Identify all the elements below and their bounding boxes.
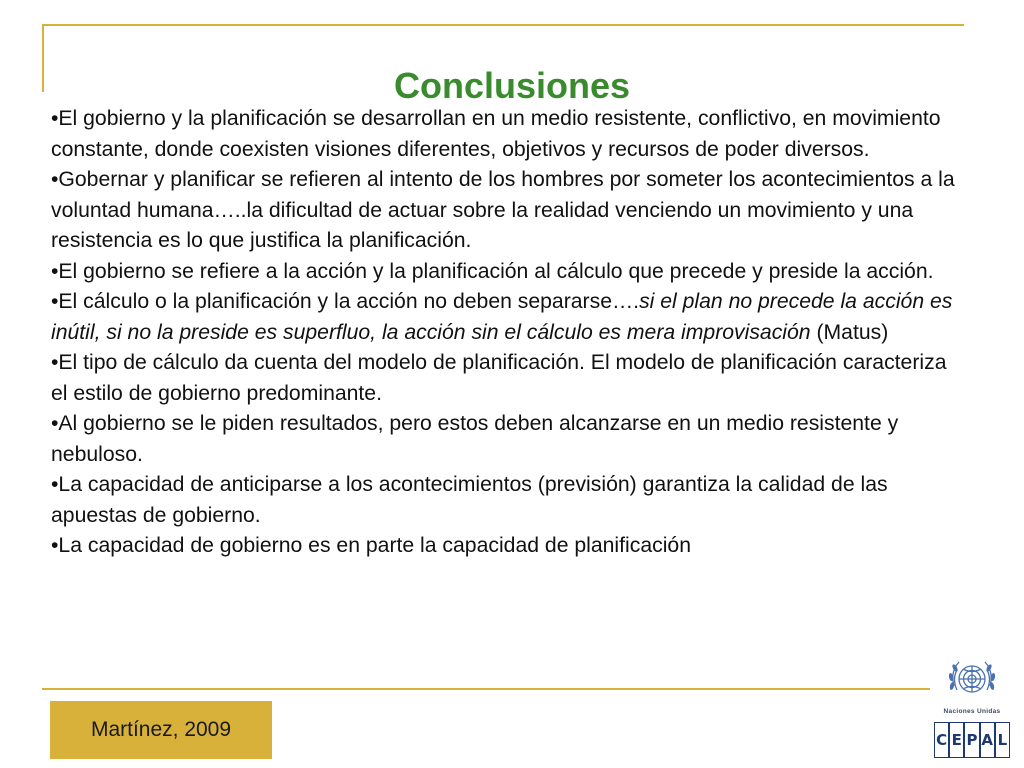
bullet-item-matus-quote	[51, 287, 956, 348]
bullet-item: • El tipo de cálculo da cuenta del modelo de planificación. El modelo de planificación caracteriza el estilo de gobierno predominante.	[51, 348, 956, 409]
cepal-letter: A	[980, 722, 995, 758]
cepal-letter: E	[949, 722, 964, 758]
bullet-text: El cálculo o la planificación y la acción no deben separarse….	[58, 290, 640, 313]
cepal-letter: C	[934, 722, 949, 758]
bullet-item: • Gobernar y planificar se refieren al intento de los hombres por someter los acontecimientos a la voluntad humana…..la dificultad de actuar sobre la realidad venciendo un movimiento y una resistencia es lo que justifica la planificación.	[51, 165, 956, 257]
citation-text: Martínez, 2009	[90, 718, 232, 741]
top-accent-line	[42, 24, 964, 26]
bullet-item: • El gobierno y la planificación se desarrollan en un medio resistente, conflictivo, en movimiento constante, donde coexisten visiones diferentes, objetivos y recursos de poder diversos.	[51, 104, 956, 165]
bullet-item: • La capacidad de anticiparse a los acontecimientos (previsión) garantiza la calidad de las apuestas de gobierno.	[51, 470, 956, 531]
bottom-accent-line	[42, 688, 930, 690]
conclusions-list	[51, 104, 956, 562]
quote-attribution: (Matus)	[810, 320, 889, 344]
slide-title: Conclusiones	[393, 65, 631, 107]
cepal-logo	[930, 650, 1014, 762]
cepal-wordmark	[934, 722, 1010, 758]
quoted-italic-text: si el plan no precede la acción es inútil, si no la preside es superfluo, la acción sin el cálculo es mera improvisación	[51, 290, 953, 344]
cepal-letter: L	[995, 722, 1010, 758]
citation-box	[50, 701, 272, 759]
un-emblem-icon	[930, 650, 1014, 708]
bullet-item: • La capacidad de gobierno es en parte la capacidad de planificación	[51, 531, 956, 562]
bullet-item: • El gobierno se refiere a la acción y la planificación al cálculo que precede y preside la acción.	[51, 257, 956, 288]
bullet-item: • Al gobierno se le piden resultados, pero estos deben alcanzarse en un medio resistente y nebuloso.	[51, 409, 956, 470]
un-label: Naciones Unidas	[943, 708, 1001, 715]
cepal-letter: P	[964, 722, 979, 758]
